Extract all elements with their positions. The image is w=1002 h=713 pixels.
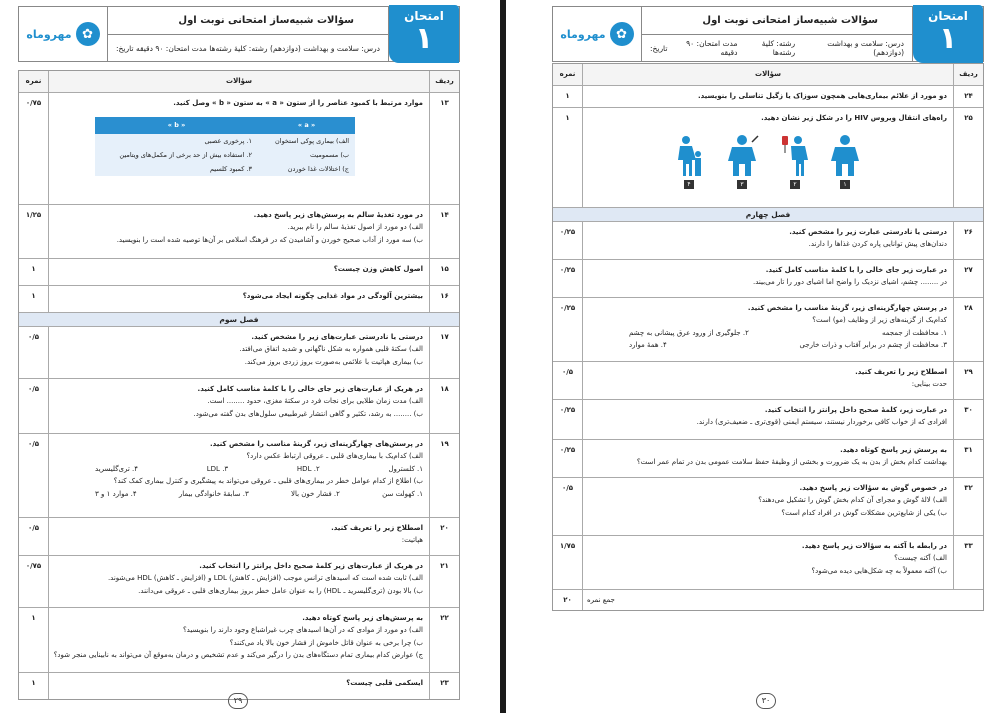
exam-badge xyxy=(913,5,983,63)
question-line: کدام‌یک از گزینه‌های زیر از وظایف (مو) است؟ xyxy=(812,316,947,324)
page-number: ۳۰ xyxy=(756,693,776,709)
question-text: در عبارت زیر جای خالی را با کلمهٔ مناسب کامل کنید. xyxy=(765,265,947,274)
question-line: ب) بیماری هپاتیت با علائمی به‌صورت بروز زردی بروز می‌کند. xyxy=(244,357,423,366)
question-body xyxy=(583,108,953,207)
question-text: بیشترین آلودگی در مواد غذایی چگونه ایجاد می‌شود؟ xyxy=(242,291,423,300)
question-text: در خصوص گوش به سؤالات زیر پاسخ دهید. xyxy=(799,483,947,492)
question-number: ۲۷ xyxy=(953,260,983,297)
section-heading: فصل چهارم xyxy=(553,208,983,222)
question-line: دندان‌های پیش توانایی پاره کردن غذاها را دارند. xyxy=(808,240,947,248)
option-list xyxy=(589,327,947,340)
question-number: ۱۸ xyxy=(429,379,459,433)
header-info xyxy=(107,7,389,61)
question-score: ۰/۲۵ xyxy=(553,298,583,361)
col-score-header: نمره xyxy=(19,71,49,92)
figure-label: ۱ xyxy=(840,180,850,189)
question-number: ۳۳ xyxy=(953,536,983,589)
question-line: الف) دو مورد از موادی که در آن‌ها اسیدهای چرب غیراشباع وجود دارند را بنویسید؟ xyxy=(182,626,423,634)
question-line: الف) کدام‌یک با بیماری‌های قلبی ـ عروقی ارتباط عکس دارد؟ xyxy=(246,452,423,460)
question-body xyxy=(49,556,429,607)
question-line: الف) آکنه چیست؟ xyxy=(894,554,947,562)
question-line: الف) سکتهٔ قلبی همواره به شکل ناگهانی و شدید اتفاق می‌افتد. xyxy=(239,345,423,353)
question-body xyxy=(583,478,953,535)
question-body xyxy=(49,379,429,433)
question-body xyxy=(583,222,953,259)
option[interactable]: ۴. تری‌گلیسرید xyxy=(95,464,139,473)
question-line: حدت بینایی: xyxy=(911,380,947,388)
question-score: ۱ xyxy=(19,673,49,699)
publisher-logo xyxy=(19,7,107,61)
couple-icon xyxy=(828,134,862,178)
question-row xyxy=(19,434,459,518)
match-b-item: ۲. استفاده بیش از حد برخی از مکمل‌های ویتامین xyxy=(95,148,258,162)
question-text: به پرسش‌های زیر پاسخ کوتاه دهید. xyxy=(302,613,423,622)
exam-title: سؤالات شبیه‌ساز امتحانی نوبت اول xyxy=(108,7,388,35)
blood-transfusion-icon xyxy=(780,134,810,178)
question-row xyxy=(553,440,983,478)
duration-label: مدت امتحان: ۹۰ دقیقه xyxy=(135,43,207,53)
question-line: ب) بالا بودن (تری‌گلیسرید ـ HDL) را به عنوان عامل خطر بروز بیماری‌های قلبی ـ عروقی می‌دانند. xyxy=(138,586,423,595)
question-score: ۰/۲۵ xyxy=(553,400,583,439)
question-text: در مورد تغذیهٔ سالم به پرسش‌های زیر پاسخ دهید. xyxy=(253,210,423,219)
butterfly-icon: ✿ xyxy=(76,22,100,46)
header-info xyxy=(641,7,913,61)
option[interactable]: ۳. سابقهٔ خانوادگی بیمار xyxy=(178,489,249,498)
option[interactable]: ۳. محافظت از چشم در برابر آفتاب و ذرات خارجی xyxy=(799,341,947,349)
question-number: ۱۵ xyxy=(429,259,459,285)
question-score: ۱ xyxy=(19,286,49,312)
question-number: ۲۸ xyxy=(953,298,983,361)
page-number: ۲۹ xyxy=(228,693,248,709)
question-body xyxy=(583,260,953,297)
question-score: ۰/۵ xyxy=(19,327,49,378)
page-right xyxy=(506,0,1002,713)
question-score: ۰/۲۵ xyxy=(553,260,583,297)
question-score: ۰/۵ xyxy=(19,434,49,517)
question-line: ب) یکی از شایع‌ترین مشکلات گوش در افراد کدام است؟ xyxy=(781,508,947,517)
question-body xyxy=(49,608,429,672)
question-row xyxy=(553,362,983,400)
question-number: ۳۱ xyxy=(953,440,983,477)
major-label: رشته: کلیهٔ رشته‌ها xyxy=(209,43,268,53)
question-number: ۲۶ xyxy=(953,222,983,259)
question-score: ۰/۲۵ xyxy=(553,440,583,477)
question-number: ۲۲ xyxy=(429,608,459,672)
option[interactable]: ۱. کلسترول xyxy=(388,464,423,473)
table-header-row xyxy=(19,71,459,93)
question-score: ۰/۷۵ xyxy=(19,93,49,204)
column-b-header: « b » xyxy=(95,117,258,134)
question-text: درستی یا نادرستی عبارت‌های زیر را مشخص کنید. xyxy=(251,332,423,341)
hiv-transmission-illustration xyxy=(589,134,947,189)
question-number: ۳۲ xyxy=(953,478,983,535)
option[interactable]: ۲. فشار خون بالا xyxy=(290,489,340,498)
question-score: ۰/۵ xyxy=(553,478,583,535)
exam-header xyxy=(18,6,460,62)
question-text: ایسکمی قلبی چیست؟ xyxy=(346,678,423,687)
question-score: ۰/۵ xyxy=(553,362,583,399)
col-question-header: سؤالات xyxy=(226,77,252,85)
question-row xyxy=(553,86,983,108)
question-number: ۱۷ xyxy=(429,327,459,378)
question-text: دو مورد از علائم بیماری‌هایی همچون سوزاک یا زگیل تناسلی را بنویسید. xyxy=(697,91,947,100)
question-row xyxy=(553,298,983,362)
logo-text: مهروماه xyxy=(26,27,72,41)
question-number: ۲۰ xyxy=(429,518,459,555)
butterfly-icon: ✿ xyxy=(610,22,634,46)
question-line: ب) ........ به رشد، تکثیر و گاهی انتشار غیرطبیعی سلول‌های بدن گفته می‌شود. xyxy=(193,409,423,418)
section-heading: فصل سوم xyxy=(19,313,459,327)
question-row xyxy=(553,400,983,440)
needle-sharing-icon xyxy=(722,134,762,178)
question-body xyxy=(49,93,429,204)
badge-number: ١ xyxy=(414,21,434,56)
logo-text: مهروماه xyxy=(560,27,606,41)
question-line: ب) چرا برخی به عنوان قاتل خاموش از فشار خون بالا یاد می‌کنند؟ xyxy=(229,638,423,647)
badge-number: ١ xyxy=(938,21,958,56)
match-b-item: ۳. کمبود کلسیم xyxy=(95,162,258,176)
figure-blood-transfusion xyxy=(780,134,810,189)
page-left xyxy=(0,0,500,713)
question-row xyxy=(19,259,459,286)
course-label: درس: سلامت و بهداشت (دوازدهم) xyxy=(270,43,380,53)
badge-title: امتحان xyxy=(404,9,444,23)
option[interactable]: ۱. کهولت سن xyxy=(382,489,423,498)
option[interactable]: ۲. جلوگیری از ورود عرق پیشانی به چشم xyxy=(629,328,749,337)
question-text: در پرسش‌های چهارگزینه‌ای زیر، گزینهٔ مناسب را مشخص کنید. xyxy=(210,439,423,448)
exam-header xyxy=(552,6,984,62)
col-score-header: نمره xyxy=(553,64,583,85)
major-label: رشته: کلیهٔ رشته‌ها xyxy=(761,39,796,57)
question-text: در هریک از عبارت‌های زیر کلمهٔ صحیح داخل پرانتز را انتخاب کنید. xyxy=(199,561,423,570)
question-body xyxy=(49,518,429,555)
question-row xyxy=(19,518,459,556)
question-number: ۲۳ xyxy=(429,673,459,699)
option-list xyxy=(55,488,423,501)
match-a-item: الف) بیماری پوکی استخوان xyxy=(258,134,355,148)
question-line: ب) اطلاع از کدام عوامل خطر در بیماری‌های قلبی ـ عروقی می‌تواند به پیشگیری و کنترل بیماری کمک کند؟ xyxy=(113,477,423,485)
question-row xyxy=(553,260,983,298)
question-body xyxy=(49,205,429,258)
option-list xyxy=(55,463,423,476)
exam-badge xyxy=(389,5,459,63)
question-row xyxy=(553,478,983,536)
question-body xyxy=(583,298,953,361)
question-body xyxy=(583,440,953,477)
question-line: الف) ثابت شده است که اسیدهای ترانس موجب (افزایش ـ کاهش) LDL و (افزایش ـ کاهش) HDL می‌شوند. xyxy=(107,574,423,582)
question-score: ۰/۷۵ xyxy=(19,556,49,607)
question-score: ۱/۷۵ xyxy=(553,536,583,589)
total-row xyxy=(553,590,983,610)
question-text: اصطلاح زیر را تعریف کنید. xyxy=(331,523,423,532)
question-number: ۲۱ xyxy=(429,556,459,607)
question-score: ۰/۲۵ xyxy=(553,222,583,259)
match-b-item: ۱. پرخوری عصبی xyxy=(95,134,258,148)
question-line: افرادی که از خواب کافی برخوردار نیستند، سیستم ایمنی (قوی‌تری ـ ضعیف‌تری) دارند. xyxy=(696,418,947,426)
match-a-item: ب) مسمومیت xyxy=(258,148,355,162)
date-label: تاریخ: xyxy=(116,43,134,53)
question-row xyxy=(19,93,459,205)
total-label: جمع نمره xyxy=(587,595,615,604)
question-number: ۲۴ xyxy=(953,86,983,107)
course-label: درس: سلامت و بهداشت (دوازدهم) xyxy=(827,39,904,57)
question-text: اصطلاح زیر را تعریف کنید. xyxy=(855,367,947,376)
match-a-item: ج) اختلالات غذا خوردن xyxy=(258,162,355,176)
table-header-row xyxy=(553,64,983,86)
figure-label: ۳ xyxy=(737,180,747,189)
pregnant-woman-icon xyxy=(674,134,704,178)
duration-label: مدت امتحان: ۹۰ دقیقه xyxy=(686,39,738,57)
question-table xyxy=(552,63,984,611)
option[interactable]: ۲. HDL xyxy=(296,464,320,473)
question-score: ۱ xyxy=(19,608,49,672)
option[interactable]: ۴. همهٔ موارد xyxy=(629,341,667,349)
question-number: ۱۶ xyxy=(429,286,459,312)
question-row xyxy=(19,205,459,259)
question-text: در هریک از عبارت‌های زیر جای خالی را با کلمهٔ مناسب کامل کنید. xyxy=(197,384,423,393)
question-text: اصول کاهش وزن چیست؟ xyxy=(333,264,423,273)
question-text: راه‌های انتقال ویروس HIV را در شکل زیر نشان دهید. xyxy=(761,113,947,122)
question-body xyxy=(583,536,953,589)
question-score: ۰/۵ xyxy=(19,518,49,555)
option[interactable]: ۴. موارد ۱ و ۳ xyxy=(95,489,137,498)
question-row xyxy=(553,108,983,208)
col-num-header: ردیف xyxy=(429,71,459,92)
question-text: در عبارت زیر، کلمهٔ صحیح داخل پرانتز را انتخاب کنید. xyxy=(764,405,947,414)
question-number: ۱۴ xyxy=(429,205,459,258)
question-line: در ........ چشم، اشیای نزدیک را واضح اما اشیای دور را تار می‌بیند. xyxy=(753,278,947,286)
question-line: بهداشت کدام بخش از بدن به یک ضرورت و بخشی از وظیفهٔ حفظ سلامت عمومی بدن در تمام عمر است؟ xyxy=(636,458,947,466)
question-number: ۱۹ xyxy=(429,434,459,517)
figure-needle-sharing xyxy=(722,134,762,189)
question-body xyxy=(49,327,429,378)
question-line: هپاتیت: xyxy=(401,536,423,544)
question-score: ۱ xyxy=(553,86,583,107)
question-text: درستی یا نادرستی عبارت زیر را مشخص کنید. xyxy=(789,227,947,236)
question-body xyxy=(49,434,429,517)
question-table xyxy=(18,70,460,700)
date-label: تاریخ: xyxy=(649,43,668,53)
question-score: ۰/۵ xyxy=(19,379,49,433)
question-number: ۱۳ xyxy=(429,93,459,204)
question-score: ۱/۲۵ xyxy=(19,205,49,258)
exam-meta xyxy=(108,35,388,61)
matching-table xyxy=(95,117,355,176)
question-text: موارد مرتبط با کمبود عناصر را از ستون « a » به ستون « b » وصل کنید. xyxy=(173,98,423,107)
figure-label: ۲ xyxy=(790,180,800,189)
question-line: ج) عوارض کدام بیماری تمام دستگاه‌های بدن را درگیر می‌کند و عدم تشخیص و درمان به‌موقع آن می‌تواند به نابینایی منجر شود؟ xyxy=(53,651,423,659)
badge-title: امتحان xyxy=(928,9,968,23)
question-row xyxy=(19,327,459,379)
option[interactable]: ۳. LDL xyxy=(206,464,229,473)
option-list xyxy=(589,339,947,352)
exam-meta xyxy=(642,35,912,61)
col-question-header: سؤالات xyxy=(755,70,781,78)
question-row xyxy=(19,556,459,608)
exam-title: سؤالات شبیه‌ساز امتحانی نوبت اول xyxy=(642,7,912,35)
question-line: الف) مدت زمان طلایی برای نجات فرد در سکتهٔ مغزی، حدود ........ است. xyxy=(207,397,423,405)
publisher-logo xyxy=(553,7,641,61)
question-row xyxy=(553,536,983,590)
option[interactable]: ۱. محافظت از جمجمه xyxy=(881,328,947,337)
question-row xyxy=(19,286,459,313)
figure-couple xyxy=(828,134,862,189)
question-score: ۱ xyxy=(19,259,49,285)
question-number: ۳۰ xyxy=(953,400,983,439)
question-text: در پرسش چهارگزینه‌ای زیر، گزینهٔ مناسب را مشخص کنید. xyxy=(747,303,947,312)
question-text: در رابطه با آکنه به سؤالات زیر پاسخ دهید. xyxy=(801,541,947,550)
question-body xyxy=(583,362,953,399)
col-num-header: ردیف xyxy=(953,64,983,85)
column-a-header: « a » xyxy=(258,117,355,134)
question-row xyxy=(19,379,459,434)
question-row xyxy=(553,222,983,260)
question-line: الف) لالهٔ گوش و مجرای آن کدام بخش گوش را تشکیل می‌دهند؟ xyxy=(758,496,947,504)
question-line: ب) سه مورد از آداب صحیح خوردن و آشامیدن که در فرهنگ اسلامی بر آن‌ها توصیه شده است را بنویسید. xyxy=(116,235,423,244)
question-row xyxy=(19,608,459,673)
question-number: ۲۹ xyxy=(953,362,983,399)
question-line: ب) آکنه معمولاً به چه شکل‌هایی دیده می‌شود؟ xyxy=(811,566,947,575)
total-score: ۲۰ xyxy=(553,590,583,610)
figure-pregnant-woman xyxy=(674,134,704,189)
question-score: ۱ xyxy=(553,108,583,207)
figure-label: ۴ xyxy=(684,180,694,189)
question-body xyxy=(583,400,953,439)
question-text: به پرسش زیر پاسخ کوتاه دهید. xyxy=(840,445,947,454)
question-number: ۲۵ xyxy=(953,108,983,207)
question-line: الف) دو مورد از اصول تغذیهٔ سالم را نام ببرید. xyxy=(287,223,423,231)
